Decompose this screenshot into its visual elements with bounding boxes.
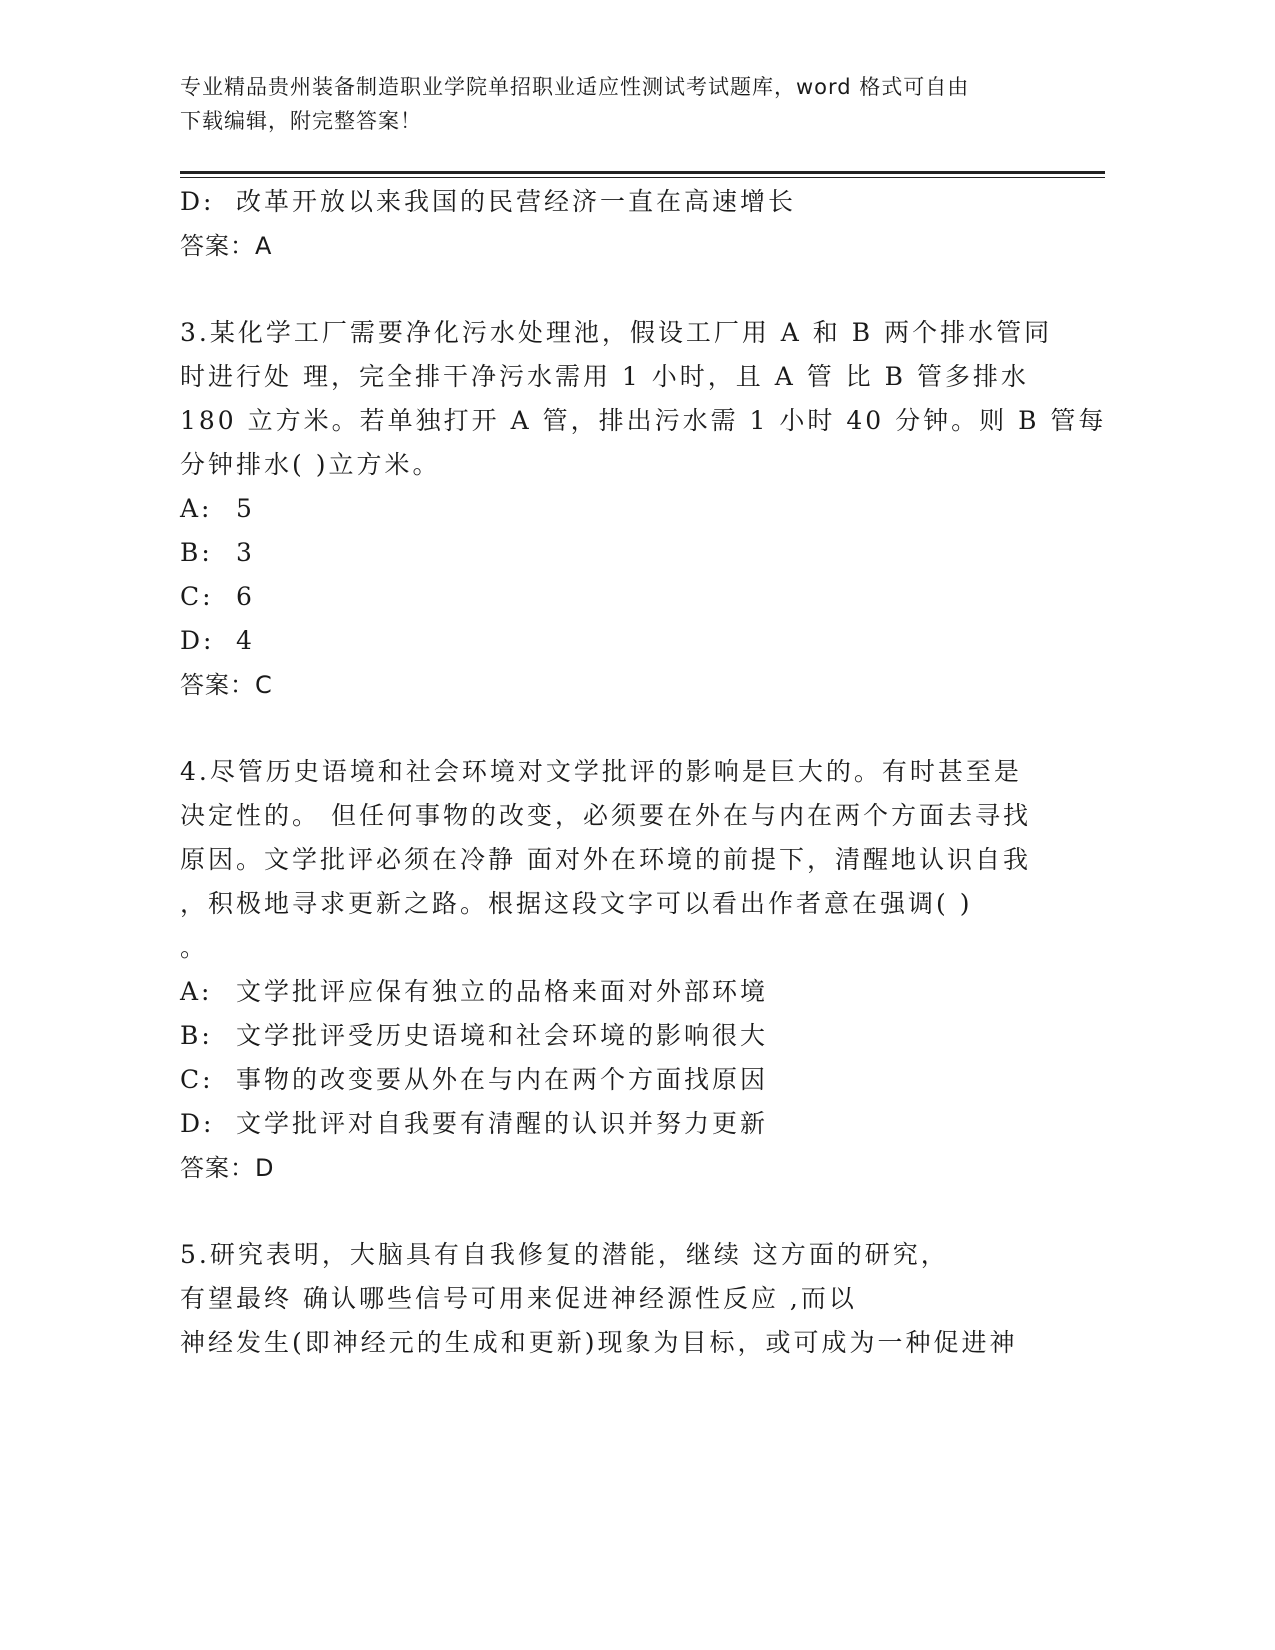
option-a (180, 487, 1080, 531)
question-text-line: 神经发生(即神经元的生成和更新)现象为目标，或可成为一种促进神 (180, 1328, 1018, 1357)
question-text-line: 。 (180, 933, 209, 962)
option-text: 文学批评应保有独立的品格来面对外部环境 (236, 977, 769, 1006)
document-body (180, 180, 1107, 1365)
option-letter: D: (180, 187, 215, 216)
question-text-line: 分钟排水( )立方米。 (180, 450, 441, 479)
option-letter: C: (180, 582, 214, 611)
option-letter: C: (180, 1065, 214, 1094)
option-a (180, 970, 1080, 1014)
question-text-line: 决定性的。 但任何事物的改变，必须要在外在与内在两个方面去寻找 (180, 801, 1031, 830)
option-letter: A: (180, 977, 213, 1006)
header-divider-thin (180, 177, 1105, 178)
question-text-line: 180 立方米。若单独打开 A 管，排出污水需 1 小时 40 分钟。则 B 管每 (180, 406, 1107, 435)
spacer (180, 268, 1080, 311)
option-letter: A: (180, 494, 213, 523)
header-line-1: 专业精品贵州装备制造职业学院单招职业适应性测试考试题库，word 格式可自由 (180, 75, 970, 99)
option-d (180, 180, 1080, 224)
question-3 (180, 311, 1107, 707)
option-text: 事物的改变要从外在与内在两个方面找原因 (236, 1065, 769, 1094)
header-line-2: 下载编辑，附完整答案！ (180, 109, 422, 133)
header-divider-thick (180, 171, 1105, 174)
question-text-line: 4.尽管历史语境和社会环境对文学批评的影响是巨大的。有时甚至是 (180, 757, 1022, 786)
question-text-line: ，积极地寻求更新之路。根据这段文字可以看出作者意在强调( ) (180, 889, 973, 918)
option-text: 5 (236, 494, 255, 523)
option-text: 4 (236, 626, 255, 655)
option-d (180, 619, 1080, 663)
option-text: 6 (236, 582, 255, 611)
answer-line: 答案：A (180, 232, 273, 260)
spacer (180, 707, 1080, 750)
option-letter: B: (180, 1021, 213, 1050)
option-d (180, 1102, 1080, 1146)
option-c (180, 1058, 1080, 1102)
option-letter: D: (180, 626, 215, 655)
option-text: 文学批评对自我要有清醒的认识并努力更新 (236, 1109, 769, 1138)
question-text-line: 5.研究表明，大脑具有自我修复的潜能，继续 这方面的研究， (180, 1240, 949, 1269)
option-letter: D: (180, 1109, 215, 1138)
answer-line: 答案：C (180, 671, 273, 699)
question-text-line: 时进行处 理，完全排干净污水需用 1 小时，且 A 管 比 B 管多排水 (180, 362, 1029, 391)
spacer (180, 1190, 1080, 1233)
option-b (180, 1014, 1080, 1058)
option-text: 文学批评受历史语境和社会环境的影响很大 (236, 1021, 769, 1050)
option-text: 3 (236, 538, 255, 567)
question-text-line: 有望最终 确认哪些信号可用来促进神经源性反应 ,而以 (180, 1284, 857, 1313)
option-letter: B: (180, 538, 213, 567)
question-text-line: 3.某化学工厂需要净化污水处理池，假设工厂用 A 和 B 两个排水管同 (180, 318, 1053, 347)
option-b (180, 531, 1080, 575)
option-c (180, 575, 1080, 619)
option-text: 改革开放以来我国的民营经济一直在高速增长 (236, 187, 797, 216)
question-text-line: 原因。文学批评必须在冷静 面对外在环境的前提下，清醒地认识自我 (180, 845, 1031, 874)
question-4 (180, 750, 1080, 1190)
answer-line: 答案：D (180, 1154, 275, 1182)
question-5 (180, 1233, 1080, 1365)
page-header (180, 70, 1080, 138)
